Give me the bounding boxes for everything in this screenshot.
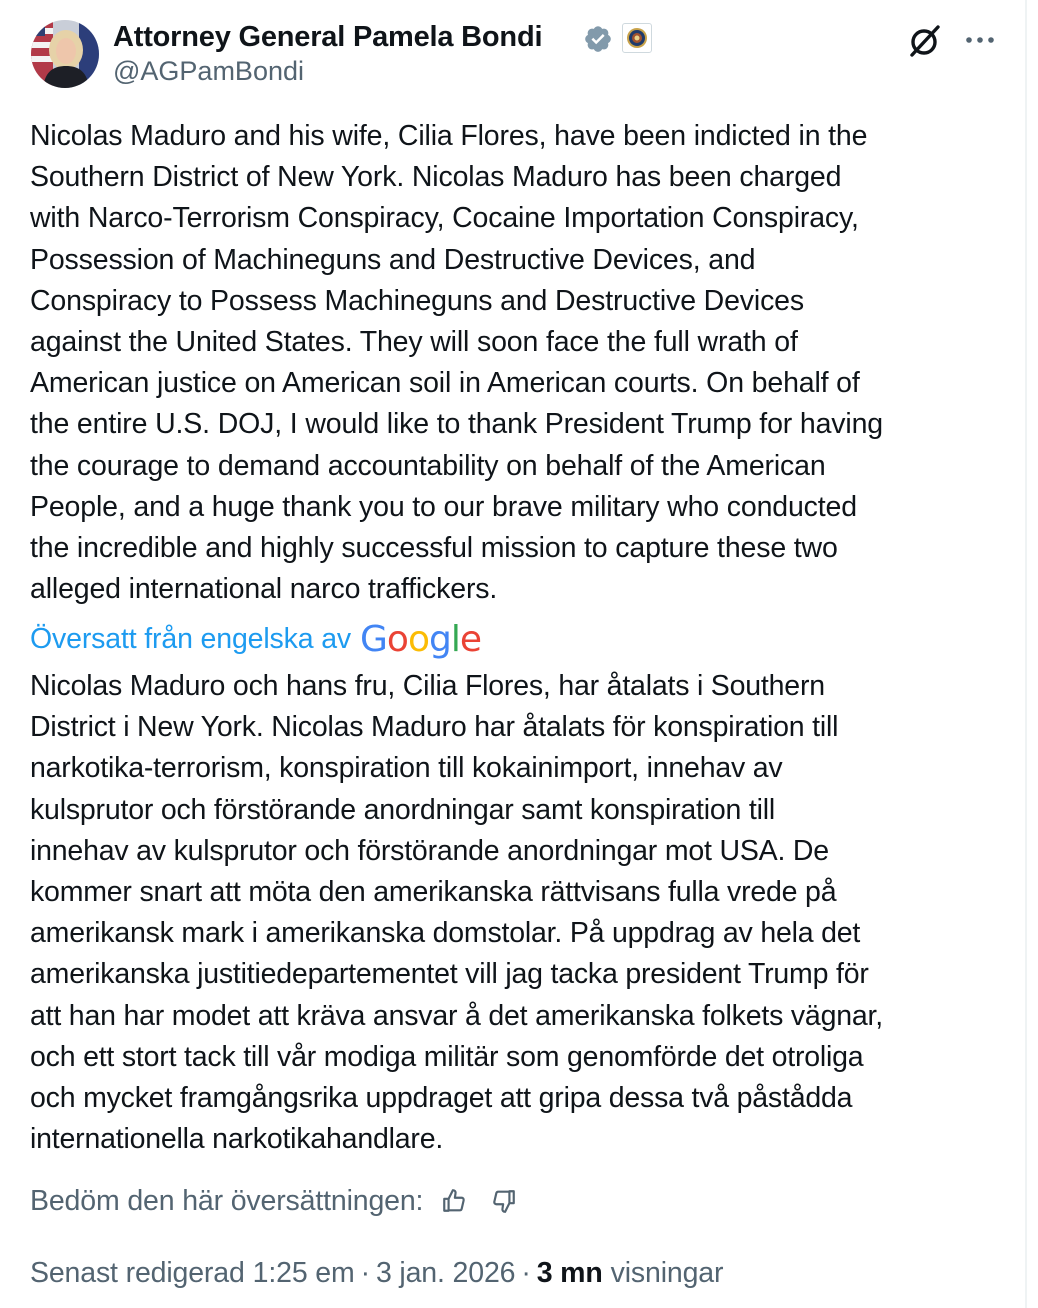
views-count: 3 mn bbox=[536, 1256, 603, 1289]
google-logo-letter: e bbox=[459, 619, 481, 660]
avatar[interactable] bbox=[31, 20, 99, 88]
doj-seal-icon bbox=[623, 24, 651, 52]
google-logo-letter: G bbox=[360, 619, 387, 660]
author-handle[interactable]: @AGPamBondi bbox=[113, 56, 304, 86]
last-edited-label[interactable]: Senast redigerad bbox=[30, 1256, 245, 1289]
affiliation-badge[interactable] bbox=[622, 23, 652, 53]
more-dots-icon[interactable] bbox=[962, 26, 998, 54]
meta-separator: · bbox=[521, 1256, 531, 1289]
verified-check-icon[interactable] bbox=[583, 24, 613, 54]
google-logo-letter: o bbox=[386, 619, 408, 660]
like-translation-button[interactable] bbox=[439, 1186, 469, 1216]
translated-from-link[interactable]: Översatt från engelska av bbox=[30, 622, 351, 655]
translation-attribution bbox=[30, 617, 481, 661]
thumbs-up-icon bbox=[441, 1188, 467, 1214]
tweet-meta bbox=[30, 1252, 723, 1294]
translated-text: Nicolas Maduro och hans fru, Cilia Flores, har åtalats i Southern District i New York. Nicolas Maduro har åtalats för konspiration till narkotika-terrorism, konspiration till kokainimport, innehav av kulsprutor och förstörande anordningar samt konspiration till innehav av kulsprutor och förstörande anordningar mot USA. De kommer snart att möta den amerikanska rättvisans fulla vrede på amerikansk mark i amerikanska domstolar. På uppdrag av hela det amerikanska justitiedepartementet vill jag tacka president Trump för att han har modet att kräva ansvar å det amerikanska folkets vägnar, och ett stort tack till vår modiga militär som genomförde det otroliga och mycket framgångsrika uppdraget att gripa dessa två påstådda internationella narkotikahandlare. bbox=[30, 670, 883, 1156]
author-display-name[interactable]: Attorney General Pamela Bondi bbox=[113, 21, 543, 53]
dislike-translation-button[interactable] bbox=[489, 1186, 519, 1216]
avatar-photo bbox=[31, 20, 99, 88]
grok-icon[interactable] bbox=[906, 22, 944, 60]
meta-separator: · bbox=[360, 1256, 370, 1289]
tweet-text: Nicolas Maduro and his wife, Cilia Flores, have been indicted in the Southern District of New York. Nicolas Maduro has been charged with Narco-Terrorism Conspiracy, Cocaine Importation Conspiracy, Possession of Machineguns and Destructive Devices, and Conspiracy to Possess Machineguns and Destructive Devices against the United States. They will soon face the full wrath of American justice on American soil in American courts. On behalf of the entire U.S. DOJ, I would like to thank President Trump for having the courage to demand accountability on behalf of the American People, and a huge thank you to our brave military who conducted the incredible and highly successful mission to capture these two alleged international narco traffickers. bbox=[30, 120, 883, 606]
google-logo-letter: o bbox=[407, 619, 429, 660]
tweet-time[interactable]: 1:25 em bbox=[252, 1256, 355, 1289]
views-label: visningar bbox=[610, 1256, 724, 1289]
google-logo bbox=[360, 619, 481, 660]
google-logo-letter: g bbox=[428, 619, 451, 660]
google-logo-letter: l bbox=[450, 619, 460, 660]
rate-translation bbox=[30, 1180, 519, 1222]
rate-translation-prompt: Bedöm den här översättningen: bbox=[30, 1184, 424, 1217]
tweet-date[interactable]: 3 jan. 2026 bbox=[375, 1256, 516, 1289]
thumbs-down-icon bbox=[491, 1188, 517, 1214]
